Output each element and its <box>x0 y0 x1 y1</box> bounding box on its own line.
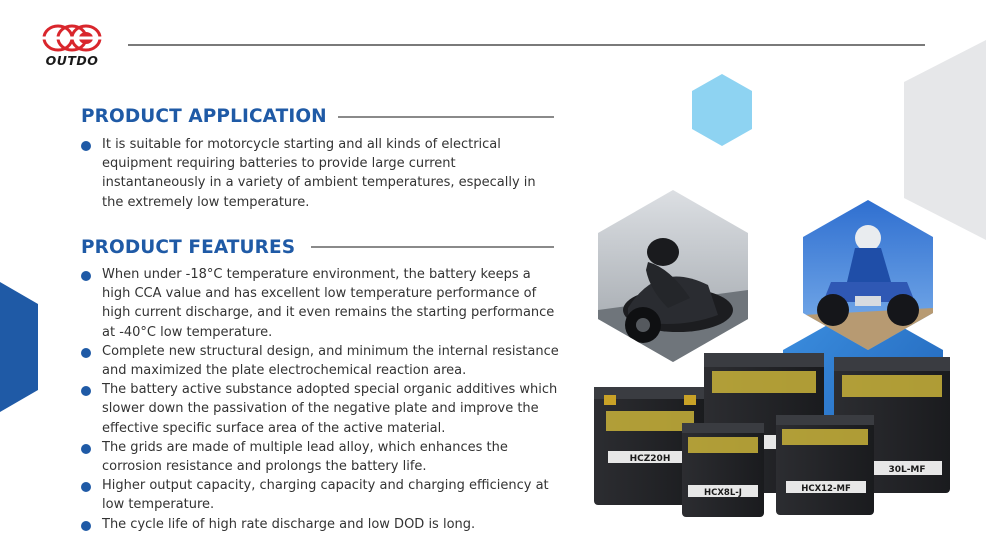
brand-name: OUTDO <box>45 53 99 68</box>
application-title: PRODUCT APPLICATION <box>81 106 327 127</box>
list-item: The grids are made of multiple lead alloy, which enhances the corrosion resistance and prolongs the battery life. <box>81 438 561 476</box>
battery-model-label: HCX12-MF <box>801 484 851 494</box>
list-item: Higher output capacity, charging capacity and charging efficiency at low temperature. <box>81 476 561 514</box>
blue-corner-hexagon <box>0 282 40 412</box>
atv-photo <box>803 200 933 350</box>
list-item: When under -18°C temperature environment, the battery keeps a high CCA value and has excellent low temperature performance of high current discharge, and it even remains the starting performance at -40°C low temperature. <box>81 265 561 342</box>
list-item: It is suitable for motorcycle starting and all kinds of electrical equipment requiring batteries to provide large current instantaneously in a variety of ambient temperatures, especally in the extremely low temperature. <box>81 135 551 212</box>
application-title-rule <box>338 116 554 118</box>
bullet-icon <box>81 348 91 358</box>
bullet-icon <box>81 444 91 454</box>
list-item: The battery active substance adopted special organic additives which slower down the passivation of the negative plate and improve the effective specific surface area of the active material. <box>81 380 561 438</box>
header-divider <box>128 44 925 46</box>
features-title-rule <box>311 246 554 248</box>
list-item: The cycle life of high rate discharge and low DOD is long. <box>81 515 561 534</box>
battery-model-label: HCX8L-J <box>704 488 742 498</box>
bullet-icon <box>81 482 91 492</box>
bullet-icon <box>81 386 91 396</box>
battery-hcx12-mf <box>776 415 874 515</box>
bullet-icon <box>81 521 91 531</box>
list-item: Complete new structural design, and minimum the internal resistance and maximized the plate electrochemical reaction area. <box>81 342 561 380</box>
logo-rings-icon <box>36 22 108 54</box>
battery-group-image <box>590 345 955 520</box>
bullet-icon <box>81 271 91 281</box>
application-list <box>81 135 551 212</box>
motorcycle-photo <box>598 190 748 362</box>
battery-model-label: 30L-MF <box>888 465 926 475</box>
features-list <box>81 265 561 534</box>
features-title: PRODUCT FEATURES <box>81 237 296 258</box>
light-blue-hexagon <box>692 74 752 146</box>
battery-model-label: HCZ20H <box>629 454 671 464</box>
battery-hcx8l-j <box>682 423 764 517</box>
bullet-icon <box>81 141 91 151</box>
